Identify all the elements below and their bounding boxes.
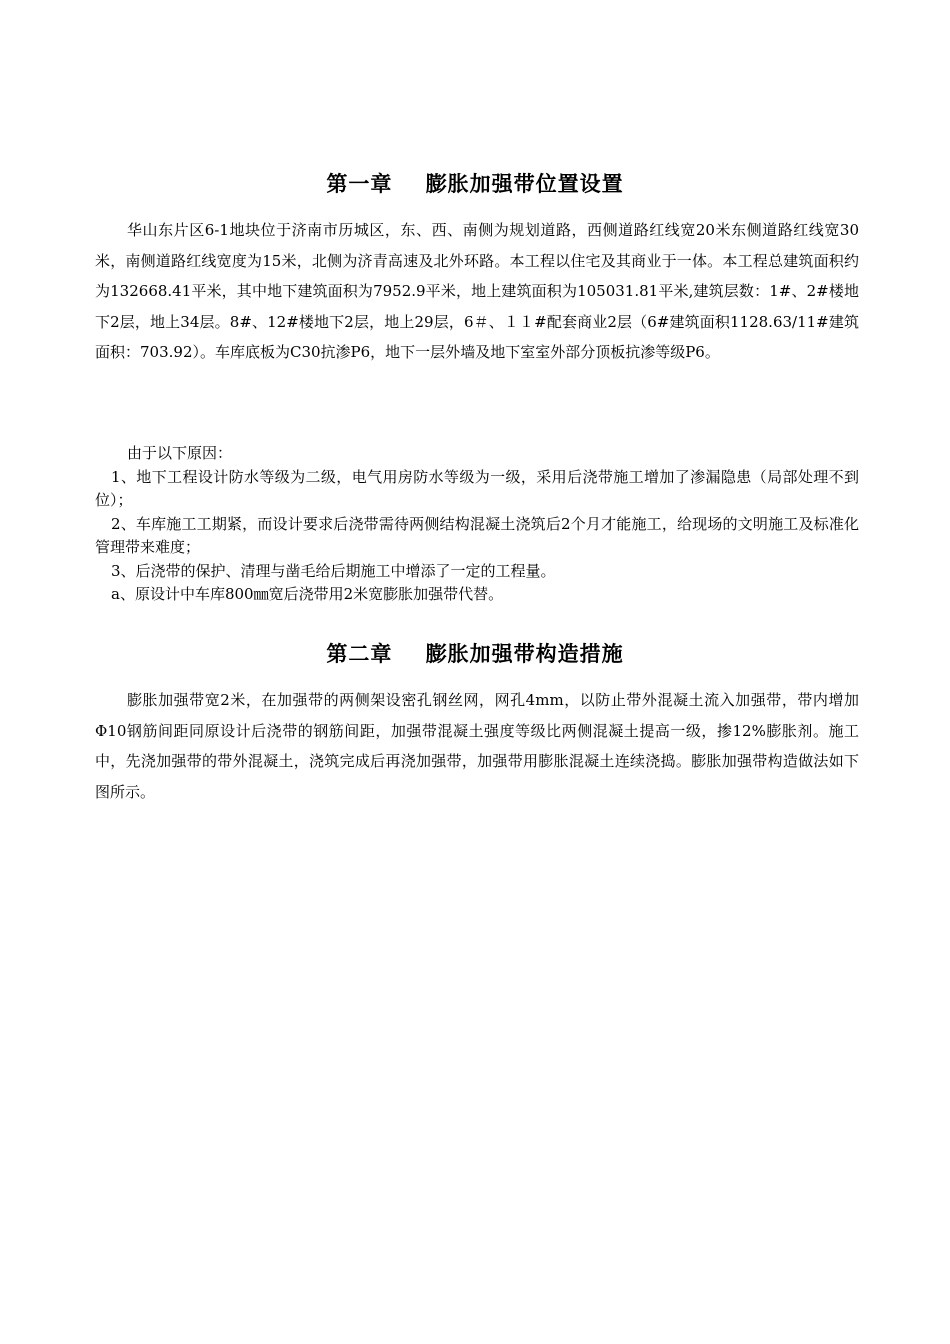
chapter1-heading: 第一章 膨胀加强带位置设置 bbox=[326, 172, 624, 196]
chapter1-reasons-block bbox=[95, 442, 859, 607]
reason-item-3: 3、后浇带的保护、清理与凿毛给后期施工中增添了一定的工程量。 bbox=[111, 561, 556, 580]
reason-item-1: 1、地下工程设计防水等级为二级，电气用房防水等级为一级，采用后浇带施工增加了渗漏隐患（局部处理不到位）； bbox=[95, 467, 859, 509]
chapter1-intro-paragraph: 华山东片区6-1地块位于济南市历城区，东、西、南侧为规划道路，西侧道路红线宽20米东侧道路红线宽30米，南侧道路红线宽度为15米，北侧为济青高速及北外环路。本工程以住宅及其商业于一体。本工程总建筑面积约为132668.41平米，其中地下建筑面积为7952.9平米，地上建筑面积为105031.81平米,建筑层数：1#、2#楼地下2层，地上34层。8#、12#楼地下2层，地上29层，6＃、１１#配套商业2层（6#建筑面积1128.63/11#建筑面积：703.92）。车库底板为C30抗渗P6，地下一层外墙及地下室室外部分顶板抗渗等级P6。 bbox=[95, 221, 859, 361]
chapter1-intro-block bbox=[95, 215, 859, 368]
reason-item-2: 2、车库施工工期紧，而设计要求后浇带需待两侧结构混凝土浇筑后2个月才能施工，给现场的文明施工及标准化管理带来难度； bbox=[95, 514, 859, 556]
reason-item-a: a、原设计中车库800㎜宽后浇带用2米宽膨胀加强带代替。 bbox=[111, 585, 504, 603]
chapter2-heading: 第二章 膨胀加强带构造措施 bbox=[326, 642, 624, 666]
chapter2-body-paragraph: 膨胀加强带宽2米，在加强带的两侧架设密孔钢丝网，网孔4mm，以防止带外混凝土流入加强带，带内增加 Φ10钢筋间距同原设计后浇带的钢筋间距，加强带混凝土强度等级比两侧混凝土提高一级，掺12%膨胀剂。施工中，先浇加强带的带外混凝土，浇筑完成后再浇加强带，加强带用膨胀混凝土连续浇捣。膨胀加强带构造做法如下图所示。 bbox=[95, 691, 859, 801]
chapter2-body-block bbox=[95, 685, 859, 807]
reasons-lead: 由于以下原因： bbox=[127, 444, 233, 462]
